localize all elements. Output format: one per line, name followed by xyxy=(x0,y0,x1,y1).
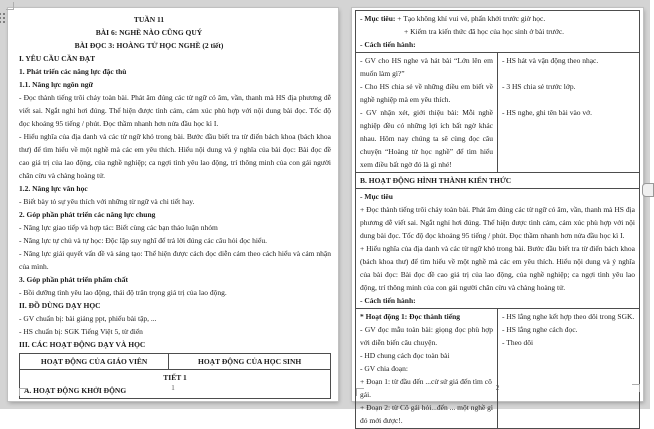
table-header-student: HOẠT ĐỘNG CỦA HỌC SINH xyxy=(169,354,331,370)
student-activity-cell xyxy=(498,309,640,429)
warmup-goal-line1: - Mục tiêu: + Tạo không khí vui vẻ, phấn khởi trước giờ học. xyxy=(360,14,546,23)
page-corner-mark xyxy=(6,2,14,10)
warmup-procedure-label: - Cách tiến hành: xyxy=(360,40,416,49)
doc-title-reading: BÀI ĐỌC 3: HOÀNG TỬ HỌC NGHỀ (2 tiết) xyxy=(74,41,224,50)
doc-title-block xyxy=(19,13,331,52)
teacher-activity-cell xyxy=(356,53,498,173)
scrollbar-thumb[interactable] xyxy=(642,183,654,197)
page-corner-mark xyxy=(19,388,27,396)
drag-handle-dots-icon xyxy=(0,13,5,23)
paragraph: - Đọc thành tiếng trôi chảy toàn bài. Phát âm đúng các từ ngữ có âm, vần, thanh mà HS địa phương dễ viết sai. Ngắt nghỉ hơi đúng. Thể hiện được tình cảm, cảm xúc phù hợp với nội dung bài đọc. Tốc độ đọc khoảng 95 tiếng / phút. Đọc thầm nhanh hơn nửa đầu học kì I. xyxy=(19,93,331,128)
section-b-heading: B. HOẠT ĐỘNG HÌNH THÀNH KIẾN THỨC xyxy=(360,176,512,185)
paragraph: - Theo dõi xyxy=(502,338,534,347)
paragraph: + Đoạn 2: từ Cô gái hỏi...đến ... một nghề gì đó mới được!. xyxy=(360,403,493,425)
teacher-activity-cell xyxy=(356,309,498,429)
paragraph: - GV cho HS nghe và hát bài “Lớn lên em muốn làm gì?” xyxy=(360,56,493,78)
section-b-goal-cell xyxy=(356,189,640,309)
paragraph: - Cho HS chia sẻ về những điều em biết về nghề nghiệp mà em yêu thích. xyxy=(360,82,493,104)
paragraph: - GV nhận xét, giới thiệu bài: Mỗi nghề nghiệp đều có những lợi ích bất ngờ khác nhau. Hôm nay chúng ta sẽ cùng đọc câu chuyện “Hoàng tử học nghề” để tìm hiểu xem điều bất ngờ đó là gì nhé! xyxy=(360,108,493,169)
activity-a-heading: A. HOẠT ĐỘNG KHỞI ĐỘNG xyxy=(24,386,127,395)
paragraph: - Năng lực giao tiếp và hợp tác: Biết cùng các bạn thảo luận nhóm xyxy=(19,223,218,232)
paragraph: + Đọc thành tiếng trôi chảy toàn bài. Phát âm đúng các từ ngữ có âm, vần, thanh mà HS địa phương dễ viết sai. Ngắt nghỉ hơi đúng. Thể hiện được tình cảm, cảm xúc phù hợp với nội dung bài đọc. Tốc độ đọc khoảng 95 tiếng / phút. Đọc thầm nhanh hơn nửa đầu học kì I. xyxy=(360,205,635,240)
activity-1-heading: * Hoạt động 1: Đọc thành tiếng xyxy=(360,312,461,321)
paragraph: - HS nghe, ghi tên bài vào vở. xyxy=(502,108,592,117)
paragraph: + Đoạn 1: từ đầu đến ...cử sứ giả đến tìm cô gái. xyxy=(360,377,492,399)
paragraph: - GV chuẩn bị: bài giảng ppt, phiếu bài tập, ... xyxy=(19,314,157,323)
section-b-heading-cell xyxy=(356,173,640,189)
warmup-goal-cell xyxy=(356,11,640,53)
page-corner-mark xyxy=(632,384,640,392)
page-number-1: 1 xyxy=(171,384,175,392)
activities-table xyxy=(19,353,331,399)
paragraph: - Bồi dưỡng tình yêu lao động, thái độ trân trọng giá trị của lao động. xyxy=(19,288,227,297)
paragraph: - HS hát và vận động theo nhạc. xyxy=(502,56,599,65)
paragraph: - HS lắng nghe cách đọc. xyxy=(502,325,578,334)
section-heading: II. ĐỒ DÙNG DẠY HỌC xyxy=(19,301,101,310)
paragraph: - HS chuẩn bị: SGK Tiếng Việt 5, từ điển xyxy=(19,327,143,336)
paragraph: - GV chia đoạn: xyxy=(360,364,408,373)
table-cell-tiet1 xyxy=(20,370,331,399)
page-corner-mark xyxy=(356,388,364,396)
paragraph: - Năng lực tự chủ và tự học: Độc lập suy nghĩ để trả lời đúng các câu hỏi đọc hiểu. xyxy=(19,236,267,245)
paragraph: - Hiểu nghĩa của địa danh và các từ ngữ khó trong bài. Bước đầu biết tra từ điển bách khoa (bách khoa thư) để tìm hiểu về một nghề mà các em yêu thích. Hiểu nội dung và ý nghĩa của bài đọc: Bài đọc đề cao giá trị của lao động, của nghề nghiệp; ca ngợi tình yêu lao động, trí thông minh của con gái người chăn cừu và chàng hoàng tử. xyxy=(19,132,331,180)
activities-table-continued xyxy=(355,10,640,429)
paragraph: + Hiểu nghĩa của địa danh và các từ ngữ khó trong bài. Bước đầu biết tra từ điển bách khoa (bách khoa thư) để tìm hiểu về một nghề mà các em yêu thích. Hiểu nội dung và ý nghĩa của bài đọc: Bài đọc đề cao giá trị của lao động, của nghề nghiệp; ca ngợi tình yêu lao động, trí thông minh của con gái người chăn cừu và chàng hoàng tử. xyxy=(360,244,635,292)
paragraph: - Năng lực giải quyết vấn đề và sáng tạo: Thể hiện được cách đọc diễn cảm theo cách hiểu và cảm nhận của mình. xyxy=(19,249,331,271)
page-number-2: 2 xyxy=(495,384,500,392)
section-heading: 1. Phát triển các năng lực đặc thù xyxy=(19,67,127,76)
page-2 xyxy=(352,8,643,425)
paragraph: - HS lắng nghe kết hợp theo dõi trong SGK. xyxy=(502,312,635,321)
section-heading: 2. Góp phần phát triển các năng lực chung xyxy=(19,210,156,219)
paragraph: - HD chung cách đọc toàn bài xyxy=(360,351,450,360)
paragraph: - 3 HS chia sẻ trước lớp. xyxy=(502,82,576,91)
page-1 xyxy=(8,8,338,401)
student-activity-cell xyxy=(498,53,640,173)
doc-title-week: TUẦN 11 xyxy=(133,15,165,24)
section-heading: III. CÁC HOẠT ĐỘNG DẠY VÀ HỌC xyxy=(19,340,146,349)
doc-title-lesson: BÀI 6: NGHỀ NÀO CŨNG QUÝ xyxy=(95,28,203,37)
table-header-teacher: HOẠT ĐỘNG CỦA GIÁO VIÊN xyxy=(20,354,169,370)
tiet-label: TIẾT 1 xyxy=(163,373,187,382)
section-heading: 3. Góp phần phát triển phẩm chất xyxy=(19,275,128,284)
goal-label: - Mục tiêu xyxy=(360,192,393,201)
warmup-goal-line2: + Kiểm tra kiến thức đã học của học sinh ở bài trước. xyxy=(404,27,565,36)
paragraph: - GV đọc mẫu toàn bài: giọng đọc phù hợp với diễn biến câu chuyện. xyxy=(360,325,493,347)
section-heading: 1.1. Năng lực ngôn ngữ xyxy=(19,80,94,89)
section-heading: 1.2. Năng lực văn học xyxy=(19,184,88,193)
procedure-label: - Cách tiến hành: xyxy=(360,296,416,305)
section-heading: I. YÊU CẦU CẦN ĐẠT xyxy=(19,54,96,63)
paragraph: - Biết bày tỏ sự yêu thích với những từ ngữ và chi tiết hay. xyxy=(19,197,195,206)
